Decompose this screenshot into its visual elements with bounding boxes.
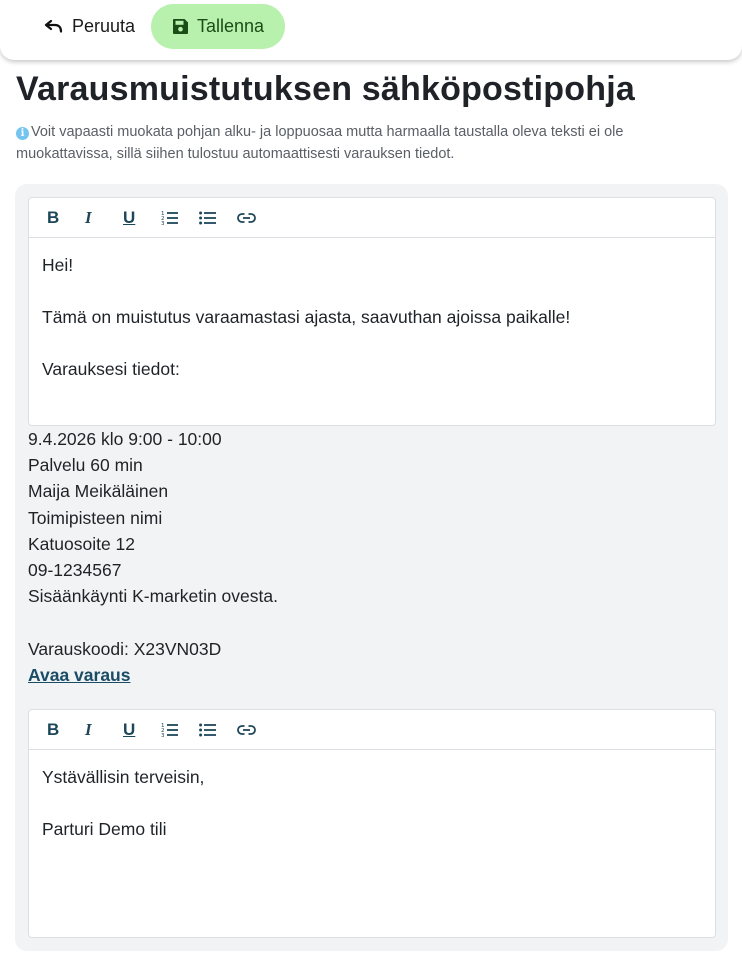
svg-text:2: 2	[161, 215, 165, 222]
booking-address: Katuosoite 12	[28, 533, 136, 554]
italic-icon[interactable]: I	[85, 207, 92, 227]
text-line: Ystävällisin terveisin,	[42, 767, 205, 787]
info-message: Voit vapaasti muokata pohjan alku- ja loppuosaa mutta harmaalla taustalla oleva teksti ei ole muokattavissa, sillä siihen tulostuu automaattisesti varauksen tiedot.	[16, 124, 624, 162]
text-line: Varauksesi tiedot:	[42, 359, 180, 379]
footer-editor	[28, 709, 716, 938]
top-action-bar	[0, 0, 742, 60]
underline-icon[interactable]: U	[123, 207, 136, 227]
save-button[interactable]	[151, 4, 285, 49]
page-title: Varausmuistutuksen sähköpostipohja	[16, 70, 635, 108]
save-label: Tallenna	[196, 16, 265, 36]
text-line: Tämä on muistutus varaamastasi ajasta, saavuthan ajoissa paikalle!	[42, 307, 571, 327]
bullet-list-icon[interactable]	[195, 715, 233, 745]
svg-text:3: 3	[161, 732, 165, 738]
editor-toolbar	[29, 198, 715, 238]
booking-location: Toimipisteen nimi	[28, 507, 163, 528]
text-line	[42, 330, 702, 356]
footer-editor-content[interactable]	[29, 750, 715, 856]
svg-text:1: 1	[161, 210, 165, 217]
italic-icon[interactable]: I	[85, 719, 92, 739]
svg-text:3: 3	[161, 220, 165, 226]
booking-service: Palvelu 60 min	[28, 455, 143, 476]
save-icon	[172, 18, 189, 35]
bold-icon[interactable]: B	[47, 207, 60, 227]
open-booking-link[interactable]: Avaa varaus	[28, 664, 131, 685]
info-icon: i	[16, 127, 29, 140]
link-icon[interactable]	[233, 715, 271, 745]
booking-details	[28, 426, 716, 688]
text-line: Parturi Demo tili	[42, 819, 167, 839]
booking-datetime: 9.4.2026 klo 9:00 - 10:00	[28, 429, 222, 449]
link-icon[interactable]	[233, 203, 271, 233]
cancel-button[interactable]	[32, 4, 147, 49]
bullet-list-icon[interactable]	[195, 203, 233, 233]
header-editor	[28, 197, 716, 426]
svg-text:1: 1	[161, 722, 165, 729]
booking-code: Varauskoodi: X23VN03D	[28, 638, 222, 659]
booking-customer: Maija Meikäläinen	[28, 481, 169, 502]
svg-text:2: 2	[161, 727, 165, 734]
undo-icon	[44, 20, 64, 34]
cancel-label: Peruuta	[72, 16, 136, 36]
header-editor-content[interactable]	[29, 238, 715, 396]
email-template-panel	[15, 184, 728, 951]
editor-toolbar	[29, 710, 715, 750]
underline-icon[interactable]: U	[123, 719, 136, 739]
ordered-list-icon[interactable]	[157, 203, 195, 233]
info-text	[16, 121, 716, 165]
ordered-list-icon[interactable]	[157, 715, 195, 745]
booking-phone: 09-1234567	[28, 560, 122, 581]
booking-directions: Sisäänkäynti K-marketin ovesta.	[28, 586, 278, 607]
text-line: Hei!	[42, 255, 74, 275]
text-line	[42, 790, 702, 816]
text-line	[42, 278, 702, 304]
bold-icon[interactable]: B	[47, 719, 60, 739]
blank-line	[28, 609, 716, 635]
